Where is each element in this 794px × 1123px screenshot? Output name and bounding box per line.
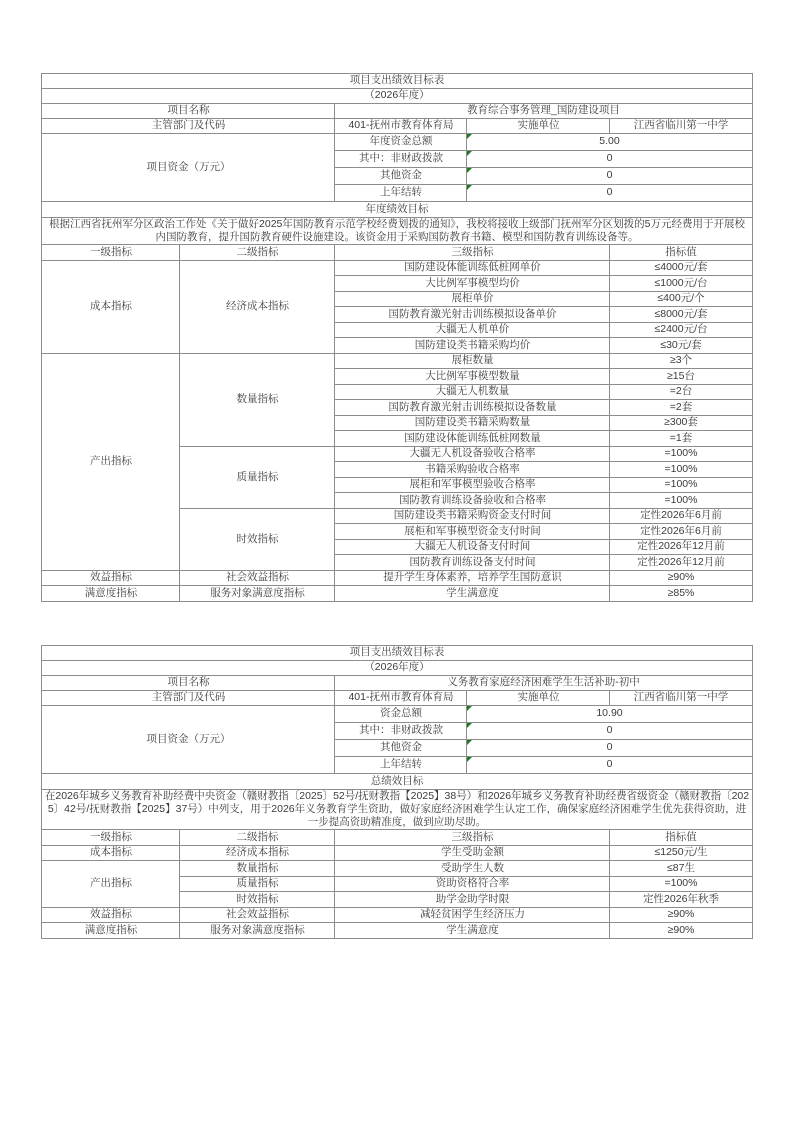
indicator-value: 定性2026年秋季 xyxy=(610,892,752,908)
funding-row-value: 0 xyxy=(467,722,752,739)
comment-flag-icon xyxy=(467,757,472,762)
indicator-name: 大疆无人机单价 xyxy=(335,322,610,338)
indicator-level1: 效益指标 xyxy=(42,570,180,586)
funding-label: 项目资金（万元） xyxy=(42,705,335,773)
indicator-level2: 时效指标 xyxy=(180,508,335,570)
table-row xyxy=(42,789,752,829)
indicator-name: 大疆无人机数量 xyxy=(335,384,610,400)
comment-flag-icon xyxy=(467,151,472,156)
indicator-name: 助学金助学时限 xyxy=(335,892,610,908)
indicator-name: 书籍采购验收合格率 xyxy=(335,462,610,478)
indicator-name: 减轻贫困学生经济压力 xyxy=(335,907,610,923)
indicator-value: ≥90% xyxy=(610,907,752,923)
table-row xyxy=(42,202,752,218)
indicator-header-l1: 一级指标 xyxy=(42,245,180,261)
indicator-level2: 质量指标 xyxy=(180,876,335,892)
indicator-level2: 时效指标 xyxy=(180,892,335,908)
indicator-header-value: 指标值 xyxy=(610,830,752,846)
indicator-value: =100% xyxy=(610,493,752,509)
table-row xyxy=(42,245,752,261)
comment-flag-icon xyxy=(467,706,472,711)
indicator-name: 大疆无人机设备支付时间 xyxy=(335,539,610,555)
table-row xyxy=(42,570,752,586)
indicator-level1: 效益指标 xyxy=(42,907,180,923)
indicator-value: ≥15台 xyxy=(610,369,752,385)
impl-unit-value: 江西省临川第一中学 xyxy=(610,690,752,705)
indicator-name: 国防建设类书籍采购资金支付时间 xyxy=(335,508,610,524)
indicator-value: ≥90% xyxy=(610,923,752,939)
indicator-name: 国防教育训练设备验收和合格率 xyxy=(335,493,610,509)
table-year: （2026年度） xyxy=(42,660,752,675)
performance-target-table-2-body xyxy=(42,645,752,938)
indicator-value: ≤30元/套 xyxy=(610,338,752,354)
comment-flag-icon xyxy=(467,168,472,173)
indicator-value: ≤8000元/套 xyxy=(610,307,752,323)
performance-target-table-2 xyxy=(41,645,752,939)
indicator-value: =100% xyxy=(610,446,752,462)
dept-label: 主管部门及代码 xyxy=(42,690,335,705)
project-name-value: 义务教育家庭经济困难学生生活补助-初中 xyxy=(335,675,752,690)
indicator-header-value: 指标值 xyxy=(610,245,752,261)
funding-row-label: 资金总额 xyxy=(335,705,467,722)
indicator-level2: 经济成本指标 xyxy=(180,260,335,353)
table-row xyxy=(42,660,752,675)
indicator-value: ≤2400元/台 xyxy=(610,322,752,338)
indicator-level1: 成本指标 xyxy=(42,260,180,353)
performance-target-table-1-body xyxy=(42,74,752,602)
indicator-name: 国防教育激光射击训练模拟设备数量 xyxy=(335,400,610,416)
project-name-value: 教育综合事务管理_国防建设项目 xyxy=(335,104,752,119)
indicator-name: 展柜单价 xyxy=(335,291,610,307)
indicator-level1: 满意度指标 xyxy=(42,586,180,602)
indicator-level2: 经济成本指标 xyxy=(180,845,335,861)
indicator-value: 定性2026年6月前 xyxy=(610,524,752,540)
indicator-value: 定性2026年6月前 xyxy=(610,508,752,524)
indicator-header-l3: 三级指标 xyxy=(335,830,610,846)
indicator-name: 国防建设类书籍采购数量 xyxy=(335,415,610,431)
funding-row-label: 其中：非财政拨款 xyxy=(335,722,467,739)
project-name-label: 项目名称 xyxy=(42,104,335,119)
indicator-value: ≤4000元/套 xyxy=(610,260,752,276)
indicator-value: ≥90% xyxy=(610,570,752,586)
funding-row-label: 上年结转 xyxy=(335,756,467,773)
indicator-level2: 数量指标 xyxy=(180,353,335,446)
indicator-level2: 服务对象满意度指标 xyxy=(180,923,335,939)
indicator-value: =100% xyxy=(610,876,752,892)
indicator-header-l2: 二级指标 xyxy=(180,830,335,846)
goal-text: 根据江西省抚州军分区政治工作处《关于做好2025年国防教育示范学校经费划拨的通知》，我校将接收上级部门抚州军分区划拨的5万元经费用于开展校内国防教育，提升国防教育硬件设施建设。该资金用于采购国防教育书籍、模型和国防教育训练设备等。 xyxy=(42,218,752,245)
impl-unit-value: 江西省临川第一中学 xyxy=(610,119,752,134)
indicator-level2: 社会效益指标 xyxy=(180,570,335,586)
indicator-level1: 产出指标 xyxy=(42,353,180,570)
comment-flag-icon xyxy=(467,185,472,190)
indicator-name: 展柜和军事模型验收合格率 xyxy=(335,477,610,493)
comment-flag-icon xyxy=(467,134,472,139)
impl-unit-label: 实施单位 xyxy=(467,119,610,134)
indicator-header-l1: 一级指标 xyxy=(42,830,180,846)
indicator-name: 国防建设体能训练低桩网单价 xyxy=(335,260,610,276)
indicator-name: 国防建设体能训练低桩网数量 xyxy=(335,431,610,447)
indicator-value: ≤400元/个 xyxy=(610,291,752,307)
indicator-value: =2台 xyxy=(610,384,752,400)
dept-value: 401-抚州市教育体育局 xyxy=(335,690,467,705)
indicator-value: ≤1000元/台 xyxy=(610,276,752,292)
indicator-name: 学生满意度 xyxy=(335,923,610,939)
indicator-name: 资助资格符合率 xyxy=(335,876,610,892)
indicator-name: 国防建设类书籍采购均价 xyxy=(335,338,610,354)
comment-flag-icon xyxy=(467,723,472,728)
indicator-value: =100% xyxy=(610,462,752,478)
table-row xyxy=(42,260,752,276)
indicator-level1: 满意度指标 xyxy=(42,923,180,939)
indicator-level1: 成本指标 xyxy=(42,845,180,861)
goal-text: 在2026年城乡义务教育补助经费中央资金（赣财教指〔2025〕52号/抚财教指【2025】38号）和2026年城乡义务教育补助经费省级资金（赣财教指〔2025〕42号/抚财教指【2025】37号）中列支，用于2026年义务教育学生资助，做好家庭经济困难学生认定工作，确保家庭经济困难学生优先获得资助，进一步提高资助精准度，做到应助尽助。 xyxy=(42,789,752,829)
indicator-name: 大比例军事模型均价 xyxy=(335,276,610,292)
indicator-value: ≥85% xyxy=(610,586,752,602)
table-row xyxy=(42,907,752,923)
indicator-name: 展柜数量 xyxy=(335,353,610,369)
impl-unit-label: 实施单位 xyxy=(467,690,610,705)
indicator-name: 大比例军事模型数量 xyxy=(335,369,610,385)
goal-section-header: 总绩效目标 xyxy=(42,773,752,789)
indicator-level2: 质量指标 xyxy=(180,446,335,508)
indicator-value: ≤1250元/生 xyxy=(610,845,752,861)
table-row xyxy=(42,218,752,245)
indicator-name: 国防教育激光射击训练模拟设备单价 xyxy=(335,307,610,323)
indicator-name: 展柜和军事模型资金支付时间 xyxy=(335,524,610,540)
table-row xyxy=(42,586,752,602)
table-row xyxy=(42,705,752,722)
funding-label: 项目资金（万元） xyxy=(42,134,335,202)
indicator-level2: 服务对象满意度指标 xyxy=(180,586,335,602)
table-year: （2026年度） xyxy=(42,89,752,104)
funding-row-value: 0 xyxy=(467,756,752,773)
table-row xyxy=(42,119,752,134)
indicator-name: 国防教育训练设备支付时间 xyxy=(335,555,610,571)
comment-flag-icon xyxy=(467,740,472,745)
indicator-value: =2套 xyxy=(610,400,752,416)
goal-section-header: 年度绩效目标 xyxy=(42,202,752,218)
table-row xyxy=(42,861,752,877)
table-row xyxy=(42,830,752,846)
table-row xyxy=(42,845,752,861)
funding-row-value: 0 xyxy=(467,739,752,756)
table-row xyxy=(42,104,752,119)
indicator-value: =100% xyxy=(610,477,752,493)
indicator-level2: 社会效益指标 xyxy=(180,907,335,923)
table-row xyxy=(42,690,752,705)
table-row xyxy=(42,645,752,660)
dept-value: 401-抚州市教育体育局 xyxy=(335,119,467,134)
funding-row-label: 其他资金 xyxy=(335,168,467,185)
indicator-value: ≥3个 xyxy=(610,353,752,369)
table-row xyxy=(42,923,752,939)
funding-row-value: 0 xyxy=(467,168,752,185)
indicator-value: ≥300套 xyxy=(610,415,752,431)
table-title: 项目支出绩效目标表 xyxy=(42,74,752,89)
funding-row-value: 10.90 xyxy=(467,705,752,722)
funding-row-value: 0 xyxy=(467,185,752,202)
indicator-name: 大疆无人机设备验收合格率 xyxy=(335,446,610,462)
funding-row-label: 其中：非财政拨款 xyxy=(335,151,467,168)
funding-row-value: 0 xyxy=(467,151,752,168)
funding-row-label: 年度资金总额 xyxy=(335,134,467,151)
table-row xyxy=(42,74,752,89)
indicator-value: 定性2026年12月前 xyxy=(610,555,752,571)
indicator-header-l2: 二级指标 xyxy=(180,245,335,261)
indicator-value: 定性2026年12月前 xyxy=(610,539,752,555)
indicator-header-l3: 三级指标 xyxy=(335,245,610,261)
indicator-value: ≤87生 xyxy=(610,861,752,877)
table-row xyxy=(42,89,752,104)
performance-target-table-1 xyxy=(41,73,752,602)
funding-row-label: 上年结转 xyxy=(335,185,467,202)
funding-row-value: 5.00 xyxy=(467,134,752,151)
indicator-name: 受助学生人数 xyxy=(335,861,610,877)
table-row xyxy=(42,773,752,789)
indicator-name: 提升学生身体素养，培养学生国防意识 xyxy=(335,570,610,586)
indicator-level2: 数量指标 xyxy=(180,861,335,877)
table-row xyxy=(42,134,752,151)
dept-label: 主管部门及代码 xyxy=(42,119,335,134)
table-row xyxy=(42,675,752,690)
funding-row-label: 其他资金 xyxy=(335,739,467,756)
indicator-name: 学生满意度 xyxy=(335,586,610,602)
indicator-value: =1套 xyxy=(610,431,752,447)
indicator-level1: 产出指标 xyxy=(42,861,180,908)
table-row xyxy=(42,353,752,369)
table-title: 项目支出绩效目标表 xyxy=(42,645,752,660)
project-name-label: 项目名称 xyxy=(42,675,335,690)
indicator-name: 学生受助金额 xyxy=(335,845,610,861)
